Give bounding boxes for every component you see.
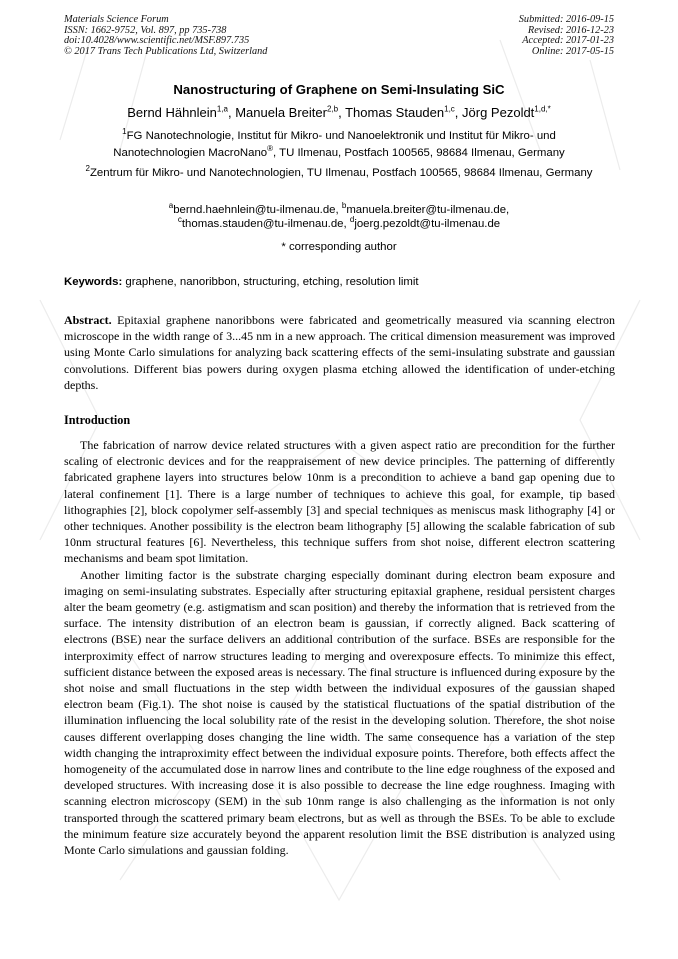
email-list: $^a$bernd.haehnlein@tu-ilmenau.de, $^b$manuela.breiter@tu-ilmenau.de, $^c$thomas.stauden@tu-ilmenau.de, $^d$joerg.pezoldt@tu-ilmenau.de bbox=[168, 201, 510, 230]
journal-issn: ISSN: 1662-9752, Vol. 897, pp 735-738 bbox=[64, 24, 227, 36]
journal-doi: doi:10.4028/www.scientific.net/MSF.897.735 bbox=[64, 35, 250, 47]
paper-title: Nanostructuring of Graphene on Semi-Insulating SiC bbox=[173, 82, 505, 97]
date-accepted: Accepted: 2017-01-23 bbox=[522, 35, 614, 47]
keywords bbox=[64, 276, 614, 288]
section-heading-introduction: Introduction bbox=[64, 413, 131, 427]
introduction-body bbox=[64, 437, 615, 858]
abstract-text: Epitaxial graphene nanoribbons were fabricated and geometrically measured via scanning electron microscope in the width range of 3...45 nm in a new approach. The critical dimension measurement was improved using Monte Carlo simulations for analyzing back scattering effects of the semi-insulating substrate and gaussian convolutions. Different bias powers during oxygen plasma etching allowed the identification of under-etching depths. bbox=[64, 313, 616, 392]
abstract-label: Abstract. bbox=[64, 313, 112, 327]
author-list bbox=[0, 105, 678, 120]
paragraph: The fabrication of narrow device related structures with a given aspect ratio are precondition for the further scaling of electronic devices and for the reappraisement of new device principles. The patterning of differently fabricated graphene layers into structures below 10nm is a precondition to achieve a band gap opening due to lateral confinement [1]. There is a large number of techniques to achieve this goal, for example, tip based lithographies [2], block copolymer self-assembly [3] and special techniques as meniscus mask lithography [4] or other techniques. Another possibility is the electron beam lithography [5] allowing the scalable fabrication of sub 10nm structural features [6]. Nevertheless, this technique suffers from shot noise, different electron scattering mechanisms and beam spot limitation. bbox=[64, 438, 615, 566]
author: Thomas Stauden$^{1,c}$, bbox=[345, 104, 463, 120]
email-c[interactable]: $^c$thomas.stauden@tu-ilmenau.de bbox=[177, 215, 344, 230]
dates-header bbox=[519, 15, 614, 57]
keywords-label: Keywords: bbox=[64, 276, 123, 288]
corresponding-author-note: * corresponding author bbox=[281, 241, 397, 253]
email-d[interactable]: $^d$joerg.pezoldt@tu-ilmenau.de bbox=[349, 215, 501, 230]
author: Jörg Pezoldt$^{1,d,*}$ bbox=[462, 104, 551, 120]
date-revised: Revised: 2016-12-23 bbox=[527, 24, 614, 36]
author: Manuela Breiter$^{2,b}$, bbox=[235, 104, 346, 120]
journal-copyright: © 2017 Trans Tech Publications Ltd, Switzerland bbox=[64, 45, 268, 57]
author: Bernd Hähnlein$^{1,a}$, bbox=[127, 104, 236, 120]
paragraph: Another limiting factor is the substrate charging especially dominant during electron beam exposure and imaging on semi-insulating substrates. Especially after structuring epitaxial graphene, residual persistent charges alter the beam geometry (e.g. astigmatism and scan position) and thereby the information that is retrieved from the surface. The intensity distribution of an electron beam is gaussian, if correctly aligned. Back scattering of electrons (BSE) near the surface delivers an additional contribution of the surface. BSEs are responsible for the interproximity effect of narrow structures leading to merging and overexposure effects. To minimize this effect, sufficient distance between the exposed areas is necessary. The final structure is influenced during exposure by the shot noise and small fluctuations in the step width between the individual exposures of the gaussian shaped electron beam (Fig.1). The shot noise is caused by the statistical fluctuations of the spatial distribution of the illumination influencing the local solubility rate of the resist in the developing solution. Therefore, the shot noise causes different overlapping doses changing the line width. The same consequence has a variation of the step width changing the intraproximity effect between the individual exposure points. Therefore, both effects affect the homogeneity of the accumulated dose in narrow lines and contribute to the line edge roughness of the exposed and developed structures. With increasing dose it is also possible to decrease the line edge roughness. Imaging with scanning electron microscopy (SEM) in the sub 10nm range is also challenging as the information is not only transported through the scattered primary beam electrons, but as well as through the BSEs. To be able to exclude the minimum feature size accurately beyond the apparent resolution limit the BSE distribution is analyzed using Monte Carlo simulations and gaussian folding. bbox=[64, 567, 615, 858]
abstract bbox=[64, 312, 615, 393]
email-b[interactable]: $^b$manuela.breiter@tu-ilmenau.de bbox=[341, 201, 507, 216]
keywords-text: graphene, nanoribbon, structuring, etching, resolution limit bbox=[125, 276, 419, 288]
date-online: Online: 2017-05-15 bbox=[531, 45, 614, 57]
journal-name: Materials Science Forum bbox=[64, 14, 169, 25]
email-a[interactable]: $^a$bernd.haehnlein@tu-ilmenau.de bbox=[168, 201, 336, 216]
journal-header bbox=[64, 15, 267, 57]
affiliation-2: $^2$Zentrum für Mikro- und Nanotechnologien, TU Ilmenau, Postfach 100565, 98684 Ilmenau, Germany bbox=[85, 164, 593, 179]
date-submitted: Submitted: 2016-09-15 bbox=[518, 14, 614, 25]
affiliation-1: $^1$FG Nanotechnologie, Institut für Mikro- und Nanoelektronik und Institut für Mikro- und Nanotechnologien MacroNano®, TU Ilmenau, Postfach 100565, 98684 Ilmenau, Germany bbox=[113, 127, 565, 159]
